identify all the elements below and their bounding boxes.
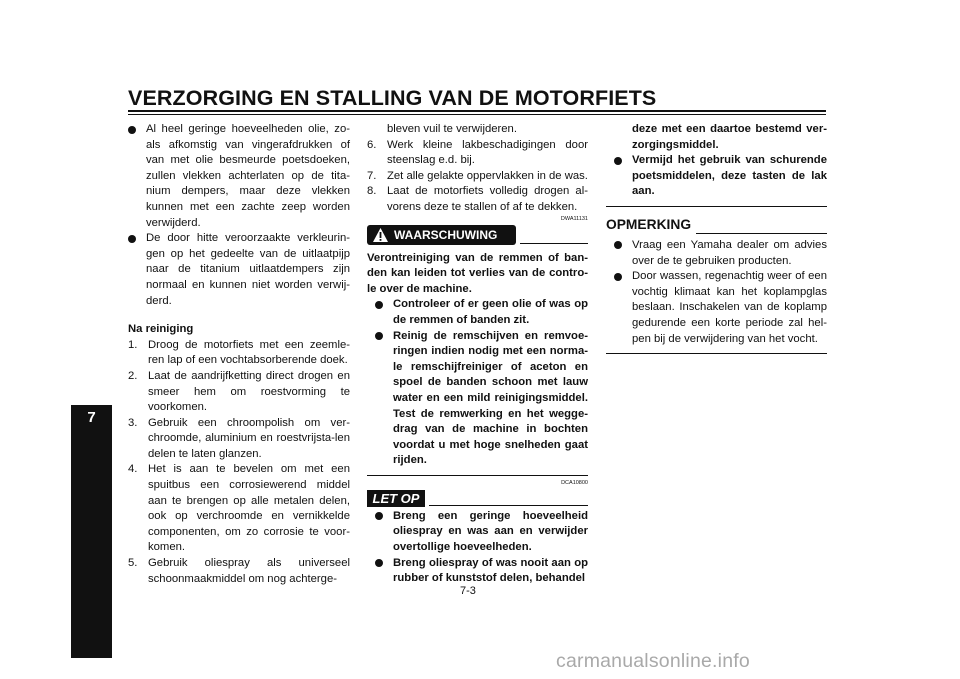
list-item: Al heel geringe hoeveelheden olie, zo-als afkomstig van vingerafdrukken of van met olie besmeurde poetsdoeken, zullen vlekken achterlaten op de tita-nium dempers, maar deze vlekken kunnen met een zachte zeep worden verwijderd. bbox=[128, 122, 350, 231]
warning-icon bbox=[372, 227, 389, 243]
list-item: 2. Laat de aandrijfketting direct drogen en smeer hem om roestvorming te voorkomen. bbox=[128, 369, 350, 414]
warning-label: WAARSCHUWING bbox=[394, 227, 498, 242]
page-title: VERZORGING EN STALLING VAN DE MOTORFIETS bbox=[128, 86, 657, 110]
warning-lead: Verontreiniging van de remmen of ban-den kan leiden tot verlies van de contro-le over de machine. bbox=[367, 251, 588, 295]
warning-header bbox=[367, 223, 588, 251]
list-item: Reinig de remschijven en remvoe-ringen indien nodig met een norma-le remschijfreiniger of aceton en spoel de banden schoon met lauw water en een mild reinigingsmiddel. Test de remwerking en het wegge-drag van de machine in bochten voordat u met hoge snelheden gaat rijden. bbox=[375, 329, 588, 469]
title-rule bbox=[128, 110, 826, 112]
caution-rule bbox=[429, 505, 588, 506]
note-end-rule bbox=[606, 353, 827, 354]
list-item: 6. Werk kleine lakbeschadigingen door steenslag e.d. bij. bbox=[367, 138, 588, 167]
title-rule-thin bbox=[128, 114, 826, 115]
list-item: Door wassen, regenachtig weer of een vochtig klimaat kan het koplampglas beslaan. Inschakelen van de koplamp gedurende een korte periode zal hel-pen bij de verwijdering van het vocht. bbox=[614, 269, 827, 347]
section-heading: Na reiniging bbox=[128, 323, 194, 336]
warning-rule bbox=[520, 243, 588, 244]
step-list bbox=[128, 338, 350, 588]
column-1 bbox=[128, 122, 350, 587]
list-item: Vermijd het gebruik van schurende poetsmiddelen, deze tasten de lak aan. bbox=[614, 153, 827, 200]
caution-end-rule bbox=[606, 206, 827, 207]
caution-badge: LET OP bbox=[367, 490, 425, 507]
note-rule bbox=[696, 233, 827, 234]
list-item: 1. Droog de motorfiets met een zeemle-ren lap of een vochtabsorberende doek. bbox=[128, 338, 350, 367]
caution-code: DCA10800 bbox=[561, 479, 588, 486]
watermark: carmanualsonline.info bbox=[556, 650, 750, 672]
list-item: Breng een geringe hoeveelheid oliespray en was aan en verwijder overtollige hoeveelheden. bbox=[375, 509, 588, 556]
list-item: 8. Laat de motorfiets volledig drogen al-vorens deze te stallen of af te dekken. bbox=[367, 185, 588, 213]
chapter-tab-number: 7 bbox=[87, 409, 96, 426]
list-item: 3. Gebruik een chroompolish om ver-chroomde, aluminium en roestvrijsta-len delen te laten glanzen. bbox=[128, 416, 350, 460]
note-label: OPMERKING bbox=[606, 216, 692, 232]
chapter-tab bbox=[71, 405, 112, 658]
continued-text: deze met een daartoe bestemd ver-zorgingsmiddel. bbox=[632, 123, 827, 151]
column-2 bbox=[367, 122, 588, 587]
continued-text: bleven vuil te verwijderen. bbox=[387, 123, 517, 135]
list-item: De door hitte veroorzaakte verkleurin-gen op het gedeelte van de uitlaatpijp naar de titanium uitlaatdempers zijn normaal en kunnen niet worden verwij-derd. bbox=[128, 231, 350, 309]
list-item: Controleer of er geen olie of was op de remmen of banden zit. bbox=[375, 297, 588, 328]
list-item: Breng oliespray of was nooit aan op rubber of kunststof delen, behandel bbox=[375, 556, 588, 587]
page-number: 7-3 bbox=[460, 585, 476, 597]
note-header bbox=[606, 216, 827, 238]
warning-end-rule bbox=[367, 475, 588, 476]
column-3 bbox=[606, 122, 827, 354]
list-item: 5. Gebruik oliespray als universeel schoonmaakmiddel om nog achterge- bbox=[128, 557, 350, 585]
list-item: Vraag een Yamaha dealer om advies over de te gebruiken producten. bbox=[614, 238, 827, 269]
list-item: 7. Zet alle gelakte oppervlakken in de was. bbox=[367, 169, 588, 182]
list-item: 4. Het is aan te bevelen om met een spuitbus een corrosiewerend middel aan te brengen op alle metalen delen, ook op verchroomde en vernikkelde componenten, om zo corrosie te voor-komen. bbox=[128, 463, 350, 554]
warning-code: DWA11131 bbox=[560, 215, 588, 222]
warning-badge bbox=[367, 225, 516, 245]
caution-header bbox=[367, 487, 588, 509]
